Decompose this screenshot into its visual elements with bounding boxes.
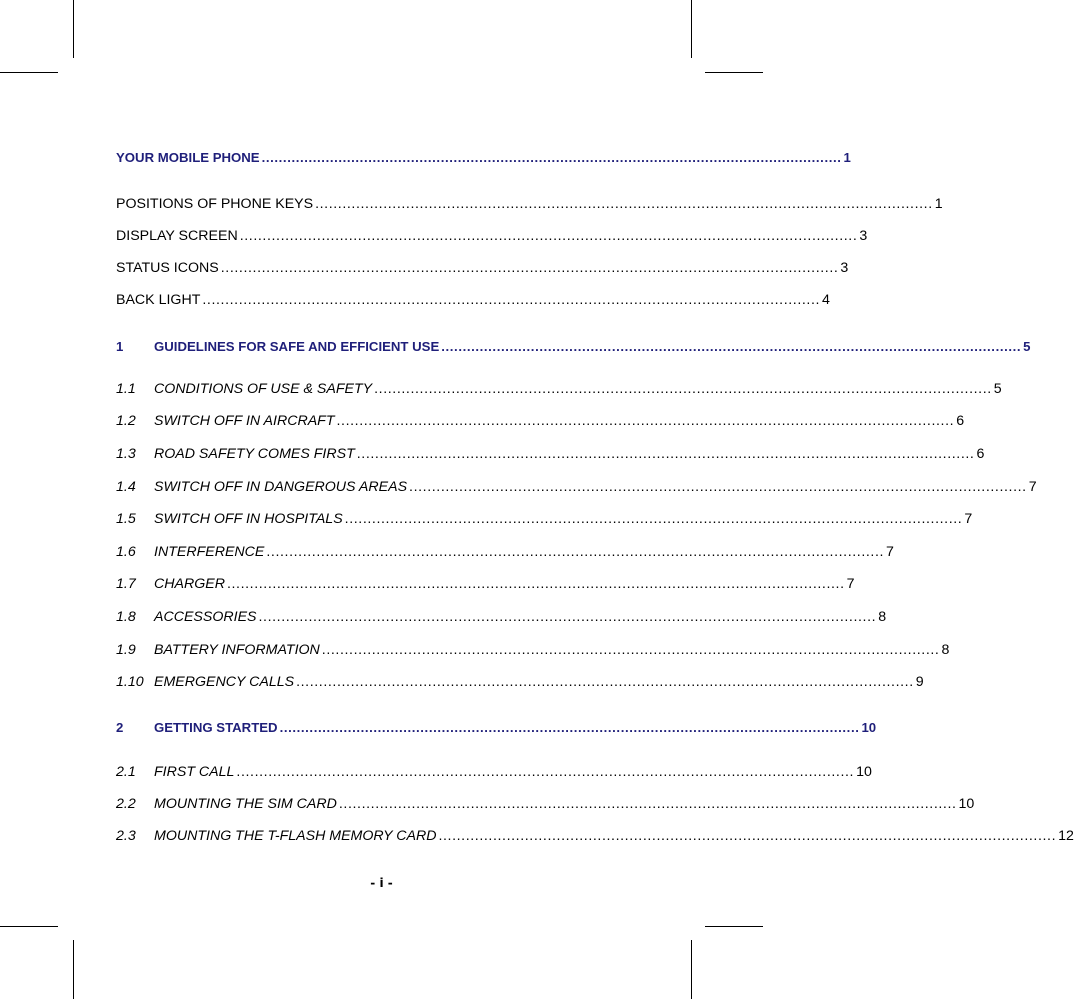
- toc-entry-page: 3: [840, 260, 849, 276]
- toc-entry-title: DISPLAY SCREEN: [116, 228, 238, 244]
- toc-entry-title: GETTING STARTED: [154, 720, 278, 735]
- toc-entry-title: BATTERY INFORMATION: [154, 642, 320, 658]
- toc-entry-page: 7: [964, 511, 973, 527]
- crop-mark: [705, 72, 763, 73]
- toc-entry-title: MOUNTING THE SIM CARD: [154, 796, 337, 812]
- toc-entry-number: 1.8: [116, 609, 136, 625]
- toc-entry[interactable]: POSITIONS OF PHONE KEYS ........................................................................................................................................ 1: [116, 196, 943, 212]
- toc-entry-number: 1.1: [116, 381, 136, 397]
- toc-entry[interactable]: 1.4 SWITCH OFF IN DANGEROUS AREAS ........................................................................................................................................ 7: [116, 479, 1037, 495]
- toc-entry-page: 6: [976, 446, 985, 462]
- toc-entry[interactable]: 2.2 MOUNTING THE SIM CARD ........................................................................................................................................ 10: [116, 796, 975, 812]
- toc-entry-page: 3: [859, 228, 868, 244]
- toc-entry-number: 2.1: [116, 764, 136, 780]
- toc-entry[interactable]: 1.2 SWITCH OFF IN AIRCRAFT ........................................................................................................................................ 6: [116, 413, 965, 429]
- toc-entry-page: 8: [878, 609, 887, 625]
- toc-entry-title: EMERGENCY CALLS: [154, 674, 295, 690]
- toc-entry[interactable]: 1.7 CHARGER ........................................................................................................................................ 7: [116, 576, 855, 592]
- page-number: - i -: [370, 876, 393, 890]
- toc-entry-number: 1: [116, 339, 124, 354]
- toc-entry-page: 4: [822, 292, 830, 308]
- toc-entry[interactable]: 2.1 FIRST CALL ........................................................................................................................................ 10: [116, 764, 872, 780]
- toc-entry-title: SWITCH OFF IN HOSPITALS: [154, 511, 343, 527]
- toc-entry-number: 1.5: [116, 511, 136, 527]
- toc-entry-title: SWITCH OFF IN DANGEROUS AREAS: [154, 479, 408, 495]
- toc-chapter-your-mobile-phone[interactable]: YOUR MOBILE PHONE ........................................................................................................................................ 1: [116, 148, 646, 168]
- toc-entry-number: 1.9: [116, 642, 136, 658]
- crop-mark: [73, 0, 74, 58]
- crop-mark: [705, 926, 763, 927]
- toc-entry-number: 1.2: [116, 413, 136, 429]
- toc-entry-page: 7: [1028, 479, 1037, 495]
- toc-entry[interactable]: DISPLAY SCREEN ........................................................................................................................................ 3: [116, 228, 868, 244]
- toc-entry-number: 1.3: [116, 446, 136, 462]
- crop-mark: [0, 72, 58, 73]
- toc-entry[interactable]: 1.9 BATTERY INFORMATION ........................................................................................................................................ 8: [116, 642, 950, 658]
- toc-entry-title: POSITIONS OF PHONE KEYS: [116, 196, 314, 212]
- toc-entry[interactable]: 1.6 INTERFERENCE ........................................................................................................................................ 7: [116, 544, 894, 560]
- crop-mark: [0, 926, 58, 927]
- toc-chapter-getting-started[interactable]: 2 GETTING STARTED ........................................................................................................................................ 10: [116, 718, 646, 738]
- toc-entry-title: SWITCH OFF IN AIRCRAFT: [154, 413, 335, 429]
- toc-entry-page: 7: [846, 576, 855, 592]
- toc-entry-number: 2.2: [116, 796, 136, 812]
- toc-entry-title: CONDITIONS OF USE & SAFETY: [154, 381, 373, 397]
- toc-entry[interactable]: STATUS ICONS ........................................................................................................................................ 3: [116, 260, 849, 276]
- toc-entry[interactable]: 1.1 CONDITIONS OF USE & SAFETY ........................................................................................................................................ 5: [116, 381, 1002, 397]
- toc-chapter-guidelines[interactable]: 1 GUIDELINES FOR SAFE AND EFFICIENT USE ........................................................................................................................................ 5: [116, 337, 646, 357]
- toc-entry-title: ACCESSORIES: [154, 609, 257, 625]
- crop-mark: [691, 940, 692, 999]
- toc-entry-page: 1: [843, 150, 851, 165]
- toc-entry-title: INTERFERENCE: [154, 544, 265, 560]
- toc-entry-page: 12: [1058, 828, 1074, 844]
- toc-entry-page: 10: [958, 796, 975, 812]
- toc-entry-page: 9: [915, 674, 924, 690]
- toc-entry-title: ROAD SAFETY COMES FIRST: [154, 446, 355, 462]
- toc-entry-title: YOUR MOBILE PHONE: [116, 150, 260, 165]
- toc-entry-title: BACK LIGHT: [116, 292, 201, 308]
- toc-entry-page: 1: [934, 196, 943, 212]
- toc-entry-number: 1.10: [116, 674, 144, 690]
- toc-entry[interactable]: 1.8 ACCESSORIES ........................................................................................................................................ 8: [116, 609, 887, 625]
- toc-entry-number: 1.7: [116, 576, 136, 592]
- toc-entry-page: 10: [856, 764, 872, 780]
- toc-entry-page: 5: [993, 381, 1002, 397]
- toc-entry-number: 2: [116, 720, 124, 735]
- toc-entry-title: STATUS ICONS: [116, 260, 219, 276]
- toc-entry-page: 10: [861, 720, 877, 735]
- toc-entry-title: MOUNTING THE T-FLASH MEMORY CARD: [154, 828, 437, 844]
- toc-entry-title: GUIDELINES FOR SAFE AND EFFICIENT USE: [154, 339, 440, 354]
- toc-entry-page: 7: [886, 544, 894, 560]
- toc-entry[interactable]: 2.3 MOUNTING THE T-FLASH MEMORY CARD ........................................................................................................................................ 12: [116, 828, 1074, 844]
- toc-entry[interactable]: 1.5 SWITCH OFF IN HOSPITALS ........................................................................................................................................ 7: [116, 511, 973, 527]
- toc-entry-page: 5: [1023, 339, 1031, 354]
- toc-entry-number: 1.4: [116, 479, 136, 495]
- toc-entry[interactable]: 1.3 ROAD SAFETY COMES FIRST ........................................................................................................................................ 6: [116, 446, 985, 462]
- toc-entry[interactable]: BACK LIGHT ........................................................................................................................................ 4: [116, 292, 830, 308]
- toc-entry[interactable]: 1.10 EMERGENCY CALLS ........................................................................................................................................ 9: [116, 674, 924, 690]
- crop-mark: [73, 940, 74, 999]
- toc-entry-page: 8: [941, 642, 950, 658]
- toc-entry-page: 6: [956, 413, 965, 429]
- toc-entry-title: FIRST CALL: [154, 764, 235, 780]
- toc-entry-number: 1.6: [116, 544, 136, 560]
- crop-mark: [691, 0, 692, 58]
- toc-entry-number: 2.3: [116, 828, 136, 844]
- toc-entry-title: CHARGER: [154, 576, 225, 592]
